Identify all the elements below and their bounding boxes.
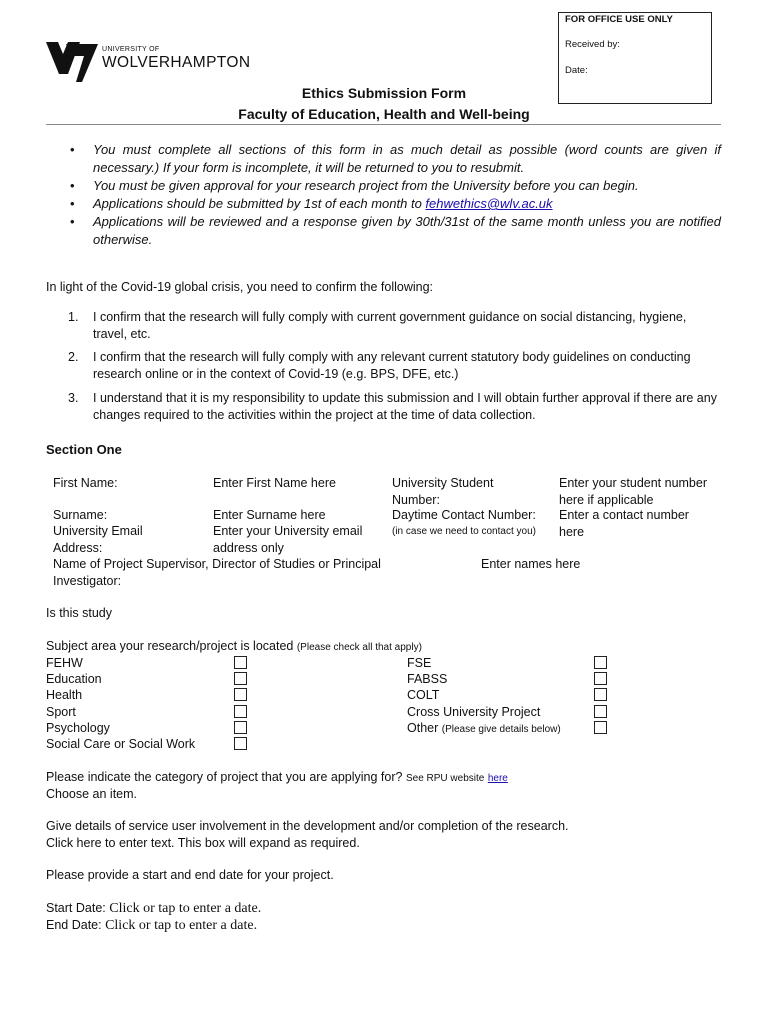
subject-cross-university-label: Cross University Project xyxy=(407,705,541,719)
instruction-item: • You must be given approval for your research project from the University before you can begin. xyxy=(70,178,639,193)
covid-confirm-1: 1. I confirm that the research will fully comply with current government guidance on social distancing, hygiene, travel, etc. xyxy=(68,310,687,341)
study-question: Is this study xyxy=(46,606,112,620)
subject-social-care-label: Social Care or Social Work xyxy=(46,737,196,751)
contact-number-label: Daytime Contact Number: xyxy=(392,508,536,522)
start-date-row xyxy=(46,900,261,917)
start-date-field[interactable]: Click or tap to enter a date. xyxy=(109,901,262,916)
subject-fehw-label: FEHW xyxy=(46,656,83,670)
instruction-item: • You must complete all sections of this form in as much detail as possible (word counts are given if necessary.) If your form is incomplete, it will be returned to you to resubmit. xyxy=(70,142,721,175)
end-date-row xyxy=(46,917,257,934)
subject-other-label: Other (Please give details below) xyxy=(407,721,561,735)
checkbox-social-care[interactable] xyxy=(234,737,247,750)
subject-education-label: Education xyxy=(46,672,102,686)
instruction-item: • Applications will be reviewed and a response given by 30th/31st of the same month unless you are notified otherwise. xyxy=(70,214,721,247)
dates-question: Please provide a start and end date for your project. xyxy=(46,868,334,882)
covid-intro: In light of the Covid-19 global crisis, you need to confirm the following: xyxy=(46,280,434,294)
subject-fabss-label: FABSS xyxy=(407,672,448,686)
first-name-field[interactable]: Enter First Name here xyxy=(213,476,336,490)
checkbox-fehw[interactable] xyxy=(234,656,247,669)
contact-number-field[interactable]: Enter a contact number here xyxy=(559,508,689,539)
supervisor-label: Name of Project Supervisor, Director of Studies or Principal Investigator: xyxy=(53,557,381,588)
instruction-item: • Applications should be submitted by 1st of each month to fehwethics@wlv.ac.uk xyxy=(70,196,553,211)
service-user-question: Give details of service user involvement in the development and/or completion of the research. xyxy=(46,819,569,833)
checkbox-other[interactable] xyxy=(594,721,607,734)
subject-health-label: Health xyxy=(46,688,83,702)
student-number-label: University Student Number: xyxy=(392,476,494,507)
form-title: Ethics Submission Form xyxy=(301,85,467,101)
supervisor-field[interactable]: Enter names here xyxy=(481,557,581,571)
logo-wolverhampton: WOLVERHAMPTON xyxy=(102,54,251,71)
covid-confirm-3: 3. I understand that it is my responsibility to update this submission and I will obtain further approval if there are any changes required to the activities within the project at the time of data collection. xyxy=(68,391,717,422)
category-select[interactable]: Choose an item. xyxy=(46,787,138,801)
service-user-field[interactable]: Click here to enter text. This box will expand as required. xyxy=(46,836,360,850)
subject-area-question: Subject area your research/project is located (Please check all that apply) xyxy=(46,639,422,653)
checkbox-fse[interactable] xyxy=(594,656,607,669)
rpu-website-link[interactable]: here xyxy=(487,773,508,784)
surname-field[interactable]: Enter Surname here xyxy=(213,508,326,522)
instructions-list xyxy=(46,141,721,249)
subject-sport-label: Sport xyxy=(46,705,76,719)
end-date-label: End Date: xyxy=(46,918,102,932)
checkbox-fabss[interactable] xyxy=(594,672,607,685)
university-logo xyxy=(46,40,251,87)
wolverhampton-logo-icon xyxy=(46,40,100,82)
email-label: University Email Address: xyxy=(53,524,143,555)
header-divider xyxy=(46,124,721,125)
office-date-label: Date: xyxy=(565,65,588,76)
contact-number-note: (in case we need to contact you) xyxy=(392,526,536,537)
ethics-email-link[interactable]: fehwethics@wlv.ac.uk xyxy=(425,196,553,211)
email-field[interactable]: Enter your University email address only xyxy=(213,524,363,555)
checkbox-sport[interactable] xyxy=(234,705,247,718)
checkbox-education[interactable] xyxy=(234,672,247,685)
section-one-heading: Section One xyxy=(46,442,122,457)
subject-psychology-label: Psychology xyxy=(46,721,110,735)
first-name-label: First Name: xyxy=(53,476,118,490)
end-date-field[interactable]: Click or tap to enter a date. xyxy=(105,918,258,933)
student-number-field[interactable]: Enter your student number here if applicable xyxy=(559,476,707,507)
faculty-title: Faculty of Education, Health and Well-being xyxy=(238,106,530,122)
checkbox-cross-university[interactable] xyxy=(594,705,607,718)
checkbox-colt[interactable] xyxy=(594,688,607,701)
subject-colt-label: COLT xyxy=(407,688,440,702)
subject-fse-label: FSE xyxy=(407,656,432,670)
start-date-label: Start Date: xyxy=(46,901,106,915)
received-by-label: Received by: xyxy=(565,39,620,50)
logo-university-of: UNIVERSITY OF xyxy=(102,46,160,53)
surname-label: Surname: xyxy=(53,508,108,522)
checkbox-psychology[interactable] xyxy=(234,721,247,734)
category-question: Please indicate the category of project that you are applying for? See RPU website here xyxy=(46,770,508,784)
covid-confirm-2: 2. I confirm that the research will fully comply with any relevant current statutory body guidelines on conducting research online or in the context of Covid-19 (e.g. BPS, DFE, etc.) xyxy=(68,350,691,381)
checkbox-health[interactable] xyxy=(234,688,247,701)
office-use-title: FOR OFFICE USE ONLY xyxy=(565,14,673,25)
